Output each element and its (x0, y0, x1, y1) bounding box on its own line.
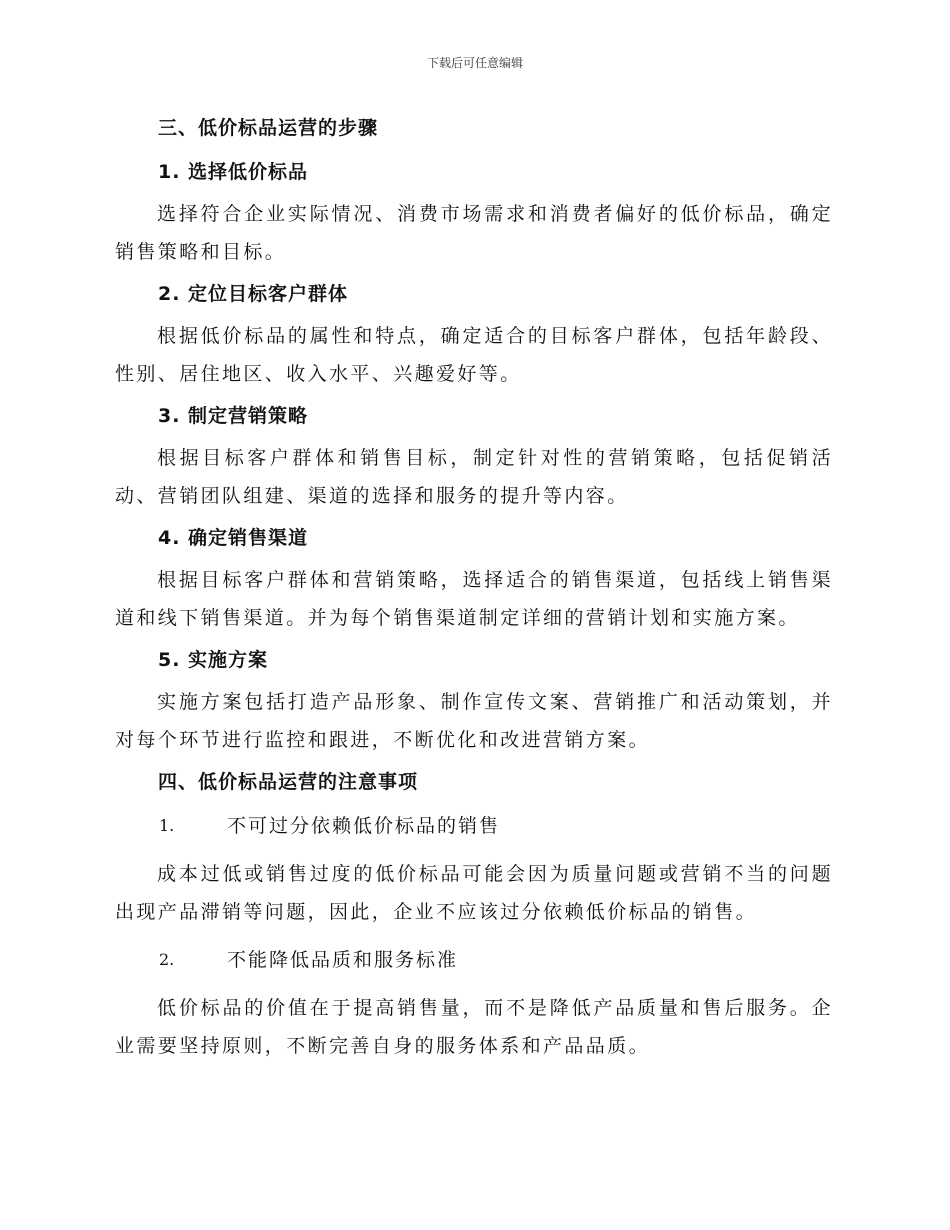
step-2-heading: 2. 定位目标客户群体 (158, 283, 349, 305)
section-3-title: 三、低价标品运营的步骤 (158, 117, 379, 139)
note-2-body: 低价标品的价值在于提高销售量，而不是降低产品质量和售后服务。企业需要坚持原则，不断完善自身的服务体系和产品品质。 (115, 997, 833, 1057)
step-1-heading: 1. 选择低价标品 (158, 161, 309, 183)
note-2-title: 不能降低品质和服务标准 (227, 949, 459, 971)
document-body (115, 113, 833, 1065)
step-1-body: 选择符合企业实际情况、消费市场需求和消费者偏好的低价标品，确定销售策略和目标。 (115, 203, 833, 263)
step-4-body: 根据目标客户群体和营销策略，选择适合的销售渠道，包括线上销售渠道和线下销售渠道。并为每个销售渠道制定详细的营销计划和实施方案。 (115, 569, 833, 629)
step-2-body: 根据低价标品的属性和特点，确定适合的目标客户群体，包括年龄段、性别、居住地区、收入水平、兴趣爱好等。 (115, 325, 833, 385)
note-1-title: 不可过分依赖低价标品的销售 (227, 815, 501, 837)
step-5-body: 实施方案包括打造产品形象、制作宣传文案、营销推广和活动策划，并对每个环节进行监控和跟进，不断优化和改进营销方案。 (115, 691, 833, 751)
section-4-title: 四、低价标品运营的注意事项 (158, 771, 419, 793)
note-2-number: 2. (159, 950, 175, 969)
step-3-heading: 3. 制定营销策略 (158, 405, 309, 427)
step-5-heading: 5. 实施方案 (158, 649, 269, 671)
note-2-heading (115, 945, 833, 975)
page-header-note: 下载后可任意编辑 (426, 56, 523, 70)
note-1-body: 成本过低或销售过度的低价标品可能会因为质量问题或营销不当的问题出现产品滞销等问题，因此，企业不应该过分依赖低价标品的销售。 (115, 863, 833, 923)
note-1-number: 1. (159, 816, 175, 835)
note-1-heading (115, 811, 833, 841)
step-4-heading: 4. 确定销售渠道 (158, 527, 309, 549)
step-3-body: 根据目标客户群体和销售目标，制定针对性的营销策略，包括促销活动、营销团队组建、渠道的选择和服务的提升等内容。 (115, 447, 833, 507)
